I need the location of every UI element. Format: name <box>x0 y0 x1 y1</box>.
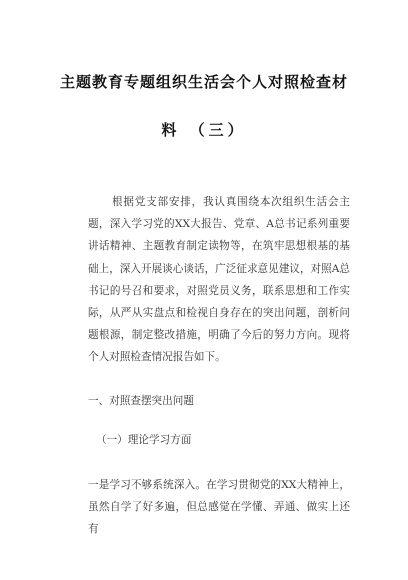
document-title-line-2: 料 （三） <box>161 121 247 139</box>
document-title-line-1: 主题教育专题组织生活会个人对照检查材 <box>59 73 348 91</box>
subsection-heading: （一）理论学习方面 <box>96 434 192 446</box>
intro-paragraph: 根据党支部安排，我认真围绕本次组织生活会主题，深入学习党的XX大报告、党章、A总书记系列重要讲话精神、主题教育制定读物等，在筑牢思想根基的基础上，深入开展谈心谈话，广泛征求意见建议，对照A总书记的号召和要求，对照党员义务，联系思想和工作实际，从严从实盘点和检视自身存在的突出问题，剖析问题根源，制定整改措施，明确了今后的努力方向。现将个人对照检查情况报告如下。 <box>88 196 350 364</box>
section-heading: 一、对照查摆突出问题 <box>88 395 194 407</box>
body-paragraph: 一是学习不够系统深入。在学习贯彻党的XX大精神上，虽然自学了好多遍，但总感觉在学懂、弄通、做实上还有 <box>88 479 350 536</box>
